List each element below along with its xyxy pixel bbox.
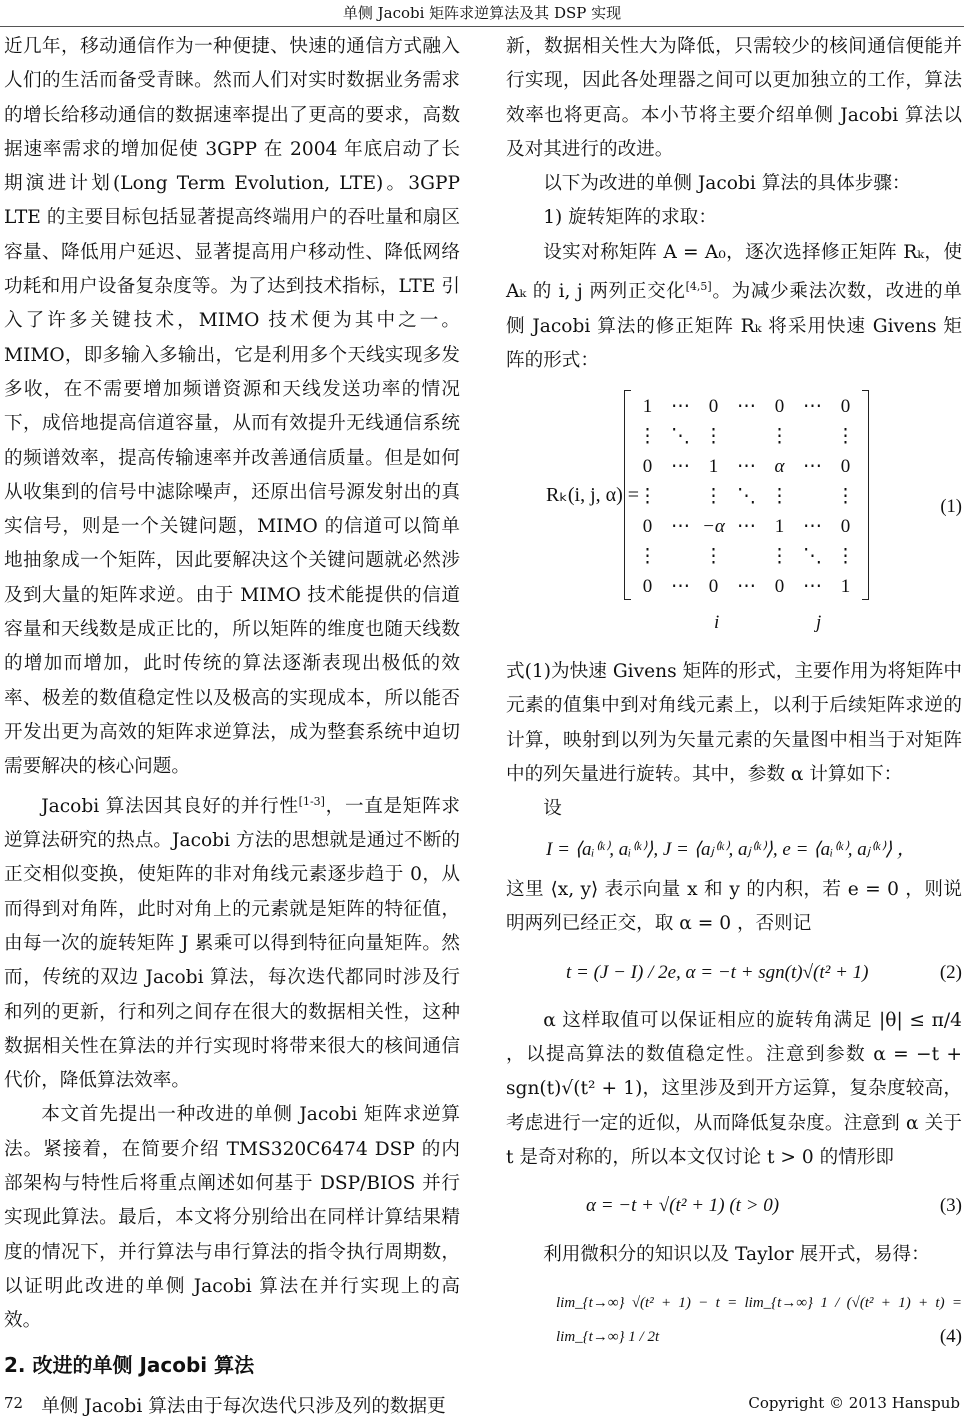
paragraph (506, 236, 962, 378)
matrix-cell: α (774, 456, 785, 478)
matrix-cell: ⋮ (638, 426, 657, 448)
page-number: 72 (4, 1394, 24, 1412)
matrix-cell: ⋯ (737, 396, 756, 418)
equation-body: t = (J − I) / 2e, α = −t + sgn(t)√(t² + 1) (566, 961, 869, 983)
matrix-cell: ⋮ (638, 546, 657, 568)
paragraph (4, 785, 460, 1099)
paragraph: 利用微积分的知识以及 Taylor 展开式，易得： (543, 1243, 930, 1265)
matrix-cell: ⋯ (737, 576, 756, 598)
paragraph: 单侧 Jacobi 算法由于每次迭代只涉及列的数据更 (41, 1396, 446, 1418)
left-column (4, 30, 460, 1425)
equation-definitions: I = ⟨aᵢ⁽ᵏ⁾, aᵢ⁽ᵏ⁾⟩, J = ⟨aⱼ⁽ᵏ⁾, aⱼ⁽ᵏ⁾⟩, e = ⟨aᵢ⁽ᵏ⁾, aⱼ⁽ᵏ⁾⟩ ， (546, 838, 916, 860)
paragraph: 设 (543, 798, 562, 820)
matrix-cell: ⋮ (704, 426, 723, 448)
matrix-cell: ⋯ (803, 396, 822, 418)
section-heading: 2. 改进的单侧 Jacobi 算法 (4, 1353, 255, 1378)
text: 。为减少乘法次数，改进的单侧 Jacobi 算法的修正矩阵 Rₖ 将采用快速 Givens 矩阵的形式： (506, 281, 962, 371)
text: Jacobi 算法因其良好的并行性 (41, 795, 299, 817)
paragraph: 近几年，移动通信作为一种便捷、快速的通信方式融入人们的生活而备受青睐。然而人们对实时数据业务需求的增长给移动通信的数据速率提出了更高的要求，高数据速率需求的增加促使 3GPP 在 2004 年底启动了长期演进计划(Long Term Evolution, LTE)。3GPP LTE 的主要目标包括显著提高终端用户的吞吐量和扇区容量、降低用户延迟、显著提高用户移动性、降低网络功耗和用户设备复杂度等。为了达到技术指标，LTE 引入了许多关键技术，MIMO 技术便为其中之一。MIMO，即多输入多输出，它是利用多个天线实现多发多收，在不需要增加频谱资源和天线发送功率的情况下，成倍地提高信道容量，从而有效提升无线通信系统的频谱效率，提高传输速率并改善通信质量。但是如何从收集到的信号中滤除噪声，还原出信号源发射出的真实信号，则是一个关键问题，MIMO 的信道可以简单地抽象成一个矩阵，因此要解决这个关键问题就必然涉及到大量的矩阵求逆。由于 MIMO 技术能提供的信道容量和天线数是成正比的，所以矩阵的维度也随天线数的增加而增加，此时传统的算法逐渐表现出极低的效率、极差的数值稳定性以及极高的实现成本，所以能否开发出更为高效的矩阵求逆算法，成为整套系统中迫切需要解决的核心问题。 (4, 36, 460, 778)
column-label-i: i (714, 612, 720, 634)
matrix-cell: ⋮ (704, 546, 723, 568)
matrix-cell: ⋯ (671, 456, 690, 478)
equation-number: (3) (939, 1195, 962, 1217)
matrix-cell: 0 (774, 576, 785, 598)
paragraph: 新，数据相关性大为降低，只需较少的核间通信便能并行实现，因此各处理器之间可以更加独立的工作，算法效率也将更高。本小节将主要介绍单侧 Jacobi 算法以及对其进行的改进。 (506, 36, 962, 160)
matrix-cell: 1 (708, 456, 719, 478)
matrix-cell: ⋯ (803, 516, 822, 538)
matrix-cell: 0 (642, 576, 653, 598)
paragraph: 这里 ⟨x, y⟩ 表示向量 x 和 y 的内积，若 e = 0 ，则说明两列已经正交，取 α = 0 ，否则记 (506, 878, 962, 935)
paragraph: 1) 旋转矩阵的求取： (543, 207, 717, 229)
matrix-cell: ⋱ (803, 546, 822, 568)
matrix-cell (664, 540, 697, 570)
equation-3 (506, 1189, 962, 1223)
right-column (506, 30, 962, 1369)
matrix-cell: ⋱ (671, 426, 690, 448)
matrix-cell: ⋯ (737, 456, 756, 478)
matrix-cell: ⋯ (737, 516, 756, 538)
paragraph: 本文首先提出一种改进的单侧 Jacobi 矩阵求逆算法。紧接着，在简要介绍 TMS320C6474 DSP 的内部架构与特性后将重点阐述如何基于 DSP/BIOS 并行实现此算法。最后，本文将分别给出在同样计算结果精度的情况下，并行算法与串行算法的指令执行周期数，以证明此改进的单侧 Jacobi 算法在并行实现上的高效。 (4, 1104, 460, 1332)
matrix-cell (664, 480, 697, 510)
matrix-cell: ⋮ (704, 486, 723, 508)
matrix-cell: 0 (708, 576, 719, 598)
equation-lhs: Rₖ(i, j, α) = (546, 484, 640, 507)
equation-number: (4) (939, 1326, 962, 1348)
running-header: 单侧 Jacobi 矩阵求逆算法及其 DSP 实现 (342, 4, 622, 22)
column-label-j: j (816, 612, 822, 634)
matrix-cell: 1 (642, 396, 653, 418)
matrix-cell: ⋯ (803, 576, 822, 598)
matrix-cell: 1 (774, 516, 785, 538)
matrix-cell: 0 (840, 516, 851, 538)
matrix-cell: 0 (840, 396, 851, 418)
paragraph: 式(1)为快速 Givens 矩阵的形式，主要作用为将矩阵中元素的值集中到对角线元素上，以利于后续矩阵求逆的计算，映射到以列为矢量元素的矢量图中相当于对矩阵中的列矢量进行旋转。其中，参数 α 计算如下： (506, 661, 962, 786)
matrix-cell: 0 (774, 396, 785, 418)
text: 设实对称矩阵 A = A₀，逐次选择修正矩阵 Rₖ，使 Aₖ 的 i, j 两列正交化 (506, 241, 962, 303)
matrix-cell: ⋮ (638, 486, 657, 508)
matrix-cell: ⋯ (671, 396, 690, 418)
givens-matrix (624, 390, 869, 600)
matrix-cell: 1 (840, 576, 851, 598)
matrix-cell (730, 420, 763, 450)
matrix-cell: 0 (642, 516, 653, 538)
equation-number: (2) (939, 961, 962, 983)
text: ，一直是矩阵求逆算法研究的热点。Jacobi 方法的思想就是通过不断的正交相似变换，使矩阵的非对角线元素逐步趋于 0，从而得到对角阵，此时对角上的元素就是矩阵的特征值，由每一次的旋转矩阵 J 累乘可以得到特征向量矩阵。然而，传统的双边 Jacobi 算法，每次迭代都同时涉及行和列的更新，行和列之间存在很大的数据相关性，这种数据相关性在算法的并行实现时将带来很大的核间通信代价，降低算法效率。 (4, 795, 460, 1092)
matrix-cell: ⋮ (836, 546, 855, 568)
header-rule (0, 26, 964, 27)
matrix-cell (796, 420, 829, 450)
copyright: Copyright © 2013 Hanspub (748, 1394, 960, 1412)
equation-body: α = −t + √(t² + 1) (t > 0) (586, 1195, 780, 1217)
matrix-cell: ⋮ (770, 486, 789, 508)
equation-number: (1) (940, 496, 962, 518)
matrix-cell (796, 480, 829, 510)
matrix-cell (730, 540, 763, 570)
matrix-cell: ⋯ (803, 456, 822, 478)
matrix-cell: ⋱ (737, 486, 756, 508)
equation-2 (506, 956, 962, 990)
citation: [4,5] (685, 280, 712, 294)
paragraph: α 这样取值可以保证相应的旋转角满足 |θ| ≤ π/4 ，以提高算法的数值稳定性。注意到参数 α = −t + sgn(t)√(t² + 1)，这里涉及到开方运算，复杂度较高，考虑进行一定的近似，从而降低复杂度。注意到 α 关于 t 是奇对称的，所以本文仅讨论 t > 0 的情形即 (506, 1009, 962, 1169)
equation-1 (506, 390, 962, 645)
paragraph: 以下为改进的单侧 Jacobi 算法的具体步骤： (543, 173, 911, 195)
matrix-cell: 0 (840, 456, 851, 478)
equation-4 (506, 1286, 962, 1355)
equation-body: lim_{t→∞} √(t² + 1) − t = lim_{t→∞} 1 / (√(t² + 1) + t) = lim_{t→∞} 1 / 2t (556, 1294, 962, 1346)
matrix-cell: 0 (708, 396, 719, 418)
matrix-cell: −α (702, 516, 725, 538)
matrix-cell: ⋮ (770, 426, 789, 448)
matrix-cell: ⋮ (836, 426, 855, 448)
matrix-cell: 0 (642, 456, 653, 478)
matrix-cell: ⋯ (671, 516, 690, 538)
matrix-cell: ⋯ (671, 576, 690, 598)
matrix-cell: ⋮ (836, 486, 855, 508)
matrix-cell: ⋮ (770, 546, 789, 568)
citation: [1-3] (298, 794, 325, 808)
